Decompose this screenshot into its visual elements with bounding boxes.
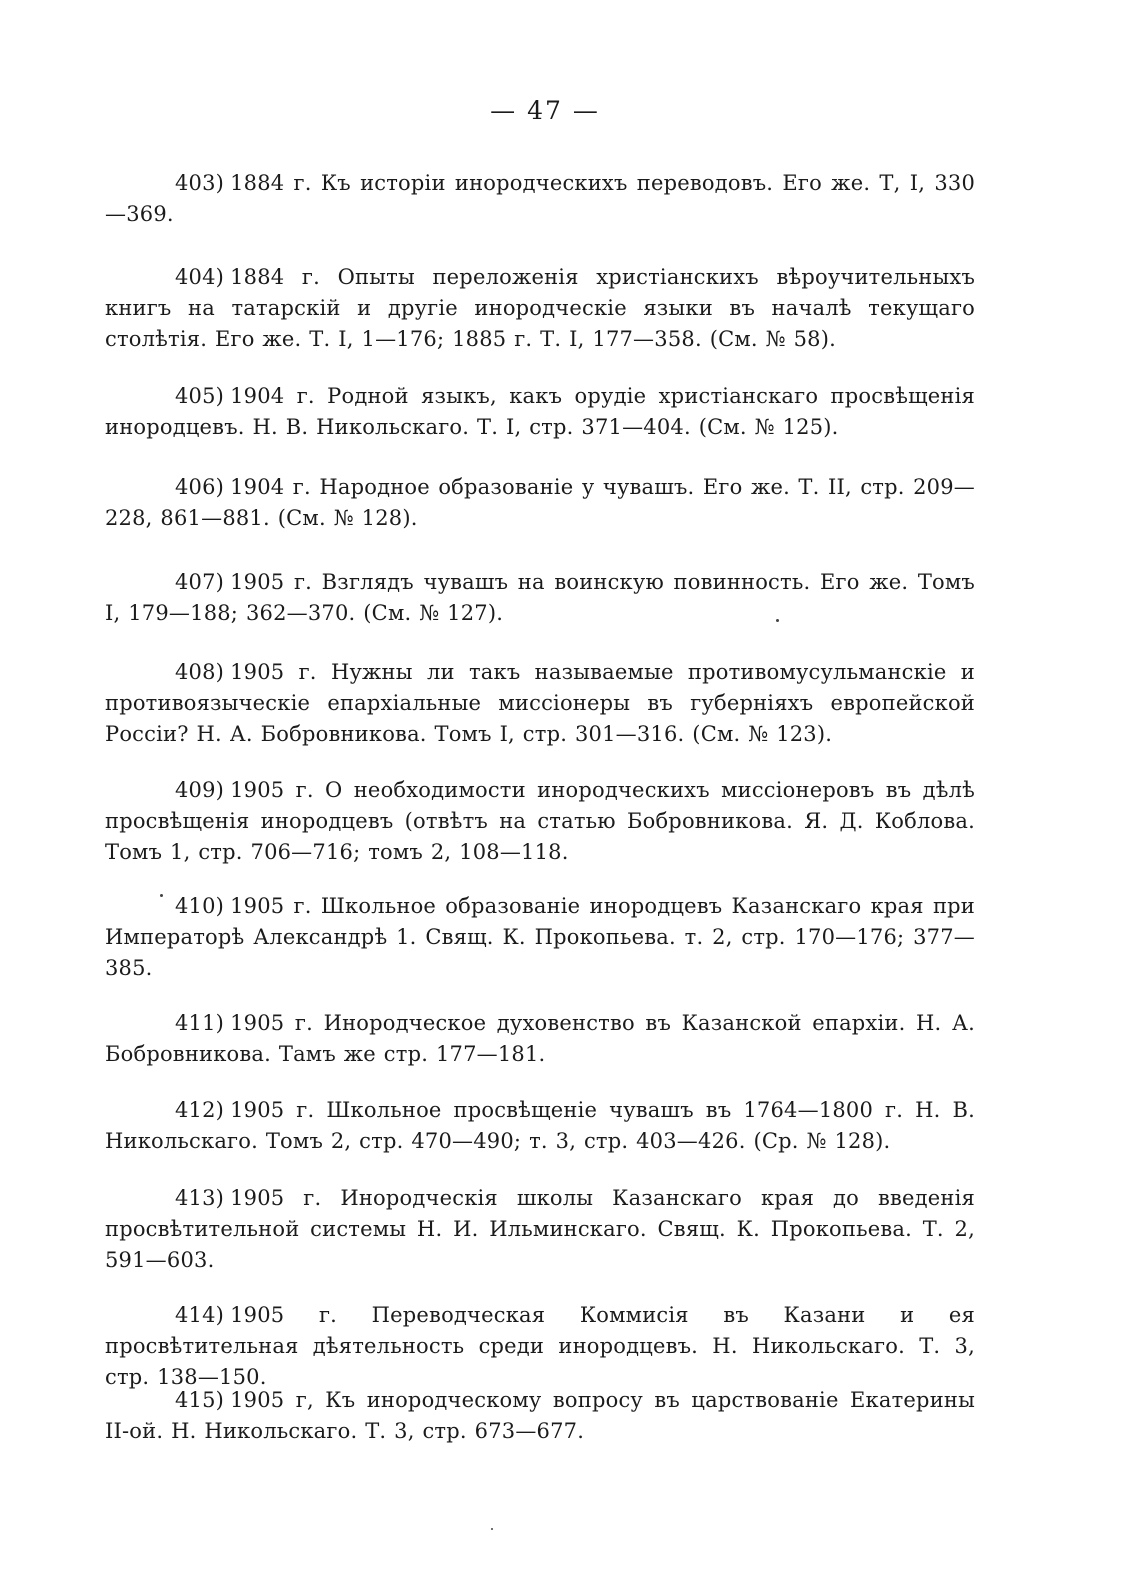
- entry-number: 415): [175, 1388, 225, 1412]
- scan-speck: [776, 619, 779, 622]
- scan-speck: [160, 894, 163, 897]
- page-number: — 47 —: [490, 96, 600, 125]
- entry-text: 1905 г. О необходимости инородческихъ миссіонеровъ въ дѣлѣ просвѣщенія инородцевъ (отвѣтъ на статью Бобровникова. Я. Д. Коблова. Томъ 1, стр. 706—716; томъ 2, 108—118.: [105, 778, 975, 864]
- bibliography-entry: [105, 775, 975, 868]
- entry-number: 414): [175, 1303, 225, 1327]
- entry-text: 1904 г. Народное образованіе у чувашъ. Его же. Т. II, стр. 209—228, 861—881. (См. № 128).: [105, 475, 975, 530]
- entry-number: 403): [175, 171, 225, 195]
- entry-number: 413): [175, 1186, 225, 1210]
- entry-text: 1905 г. Нужны ли такъ называемые противомусульманскіе и противоязыческіе епархіальные миссіонеры въ губерніяхъ европейской Россіи? Н. А. Бобровникова. Томъ I, стр. 301—316. (См. № 123).: [105, 660, 975, 746]
- entry-number: 411): [175, 1011, 225, 1035]
- entry-text: 1905 г. Школьное просвѣщеніе чувашъ въ 1764—1800 г. Н. В. Никольскаго. Томъ 2, стр. 470—490; т. 3, стр. 403—426. (Ср. № 128).: [105, 1098, 975, 1153]
- entry-text: 1905 г. Переводческая Коммисія въ Казани и ея просвѣтительная дѣятельность среди инородцевъ. Н. Никольскаго. Т. 3, стр. 138—150.: [105, 1303, 975, 1389]
- entry-text: 1884 г. Къ исторіи инородческихъ переводовъ. Его же. Т, I, 330—369.: [105, 171, 975, 226]
- entry-number: 410): [175, 894, 225, 918]
- entry-number: 406): [175, 475, 225, 499]
- entry-number: 405): [175, 384, 225, 408]
- entry-number: 407): [175, 570, 225, 594]
- bibliography-entry: [105, 1095, 975, 1157]
- entry-number: 412): [175, 1098, 225, 1122]
- entry-number: 404): [175, 265, 225, 289]
- bibliography-entry: [105, 381, 975, 443]
- bibliography-entry: [105, 1300, 975, 1393]
- entry-text: 1905 г. Взглядъ чувашъ на воинскую повинность. Его же. Томъ I, 179—188; 362—370. (См. № 127).: [105, 570, 975, 625]
- bibliography-entry: [105, 262, 975, 355]
- entry-text: 1884 г. Опыты переложенія христіанскихъ вѣроучительныхъ книгъ на татарскій и другіе инородческіе языки въ началѣ текущаго столѣтія. Его же. Т. I, 1—176; 1885 г. Т. I, 177—358. (См. № 58).: [105, 265, 975, 351]
- entry-text: 1905 г, Къ инородческому вопросу въ царствованіе Екатерины II-ой. Н. Никольскаго. Т. 3, стр. 673—677.: [105, 1388, 975, 1443]
- bibliography-entry: [105, 1008, 975, 1070]
- bibliography-entry: [105, 168, 975, 230]
- entry-text: 1904 г. Родной языкъ, какъ орудіе христіанскаго просвѣщенія инородцевъ. Н. В. Никольскаго. Т. I, стр. 371—404. (См. № 125).: [105, 384, 975, 439]
- bibliography-entry: [105, 657, 975, 750]
- bibliography-entry: [105, 1385, 975, 1447]
- bibliography-entry: [105, 472, 975, 534]
- scan-speck: [491, 1528, 493, 1530]
- entry-text: 1905 г. Инородческое духовенство въ Казанской епархіи. Н. А. Бобровникова. Тамъ же стр. 177—181.: [105, 1011, 975, 1066]
- bibliography-entry: [105, 891, 975, 984]
- entry-number: 408): [175, 660, 225, 684]
- bibliography-entry: [105, 1183, 975, 1276]
- entry-text: 1905 г. Инородческія школы Казанскаго края до введенія просвѣтительной системы Н. И. Ильминскаго. Свящ. К. Прокопьева. Т. 2, 591—603.: [105, 1186, 975, 1272]
- entry-text: 1905 г. Школьное образованіе инородцевъ Казанскаго края при Императорѣ Александрѣ 1. Свящ. К. Прокопьева. т. 2, стр. 170—176; 377—385.: [105, 894, 975, 980]
- entry-number: 409): [175, 778, 225, 802]
- bibliography-entry: [105, 567, 975, 629]
